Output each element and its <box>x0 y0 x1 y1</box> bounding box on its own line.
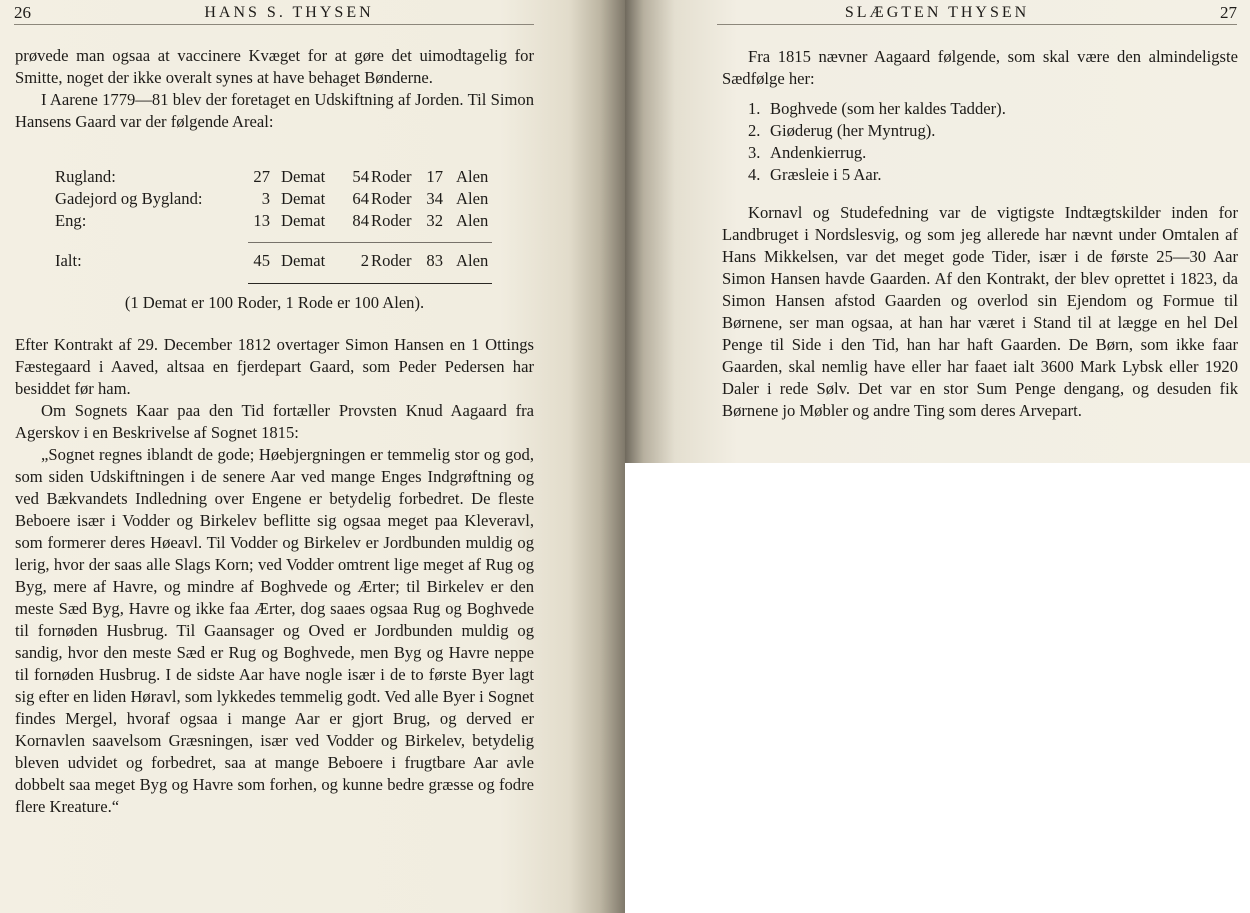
blank-scan-area <box>625 463 1250 913</box>
area-total-name: Ialt: <box>55 251 82 270</box>
paragraph-quotation: „Sognet regnes iblandt de gode; Høebjergningen er temmelig stor og god, som siden Udskiftningen i de senere Aar ved mange Enges Indgrøftning og ved Bækvandets Indledning over Engene er betydelig forbedret. De fleste Beboere især i Vodder og Birkelev beflitte sig ogsaa meget paa Kleveravl, som formerer deres Høeavl. Til Vodder og Birkelev er Jordbunden muldig og lerig, hvor der saas alle Slags Korn; ved Vodder omtrent lige meget af Rug og Byg, mere af Havre, og mindre af Boghvede og Ærter; til Birkelev er den meste Sæd Byg, Havre og ikke faa Ærter, dog saaes ogsaa Rug og Boghvede til fornøden Husbrug. Til Gaansager og Oved er Jordbunden muldig og sandig, hvor den meste Sæd er Rug og Boghvede, men Byg og Havre neppe til fornøden Husbrug. I de sidste Aar have nogle især i de to første Byer lagt sig efter en liden Høravl, som lykkedes temmelig godt. Ved alle Byer i Sognet findes Mergel, hvoraf ogsaa i mange Aar er gjort Brug, og derved er Kornavlen saavelsom Græsningen, især ved Vodder og Birkelev, betydelig bleven udvidet og forbedret, saa at mange Beboere i frugtbare Aar avle dobbelt saa meget Byg og Havre som forhen, og kunne bedre græsse og fodre flere Kreature.“ <box>15 445 534 816</box>
left-page-number: 26 <box>14 3 31 22</box>
list-item-text: Andenkierrug. <box>770 143 867 162</box>
area-total-row <box>55 250 495 272</box>
area-roder-unit: Roder <box>371 167 412 186</box>
paragraph-vaccination: prøvede man ogsaa at vaccinere Kvæget for at gøre det uimodtagelig for Smitte, noget der ikke overalt synes at have behaget Bønderne. <box>15 46 534 87</box>
area-demat-unit: Demat <box>281 167 326 186</box>
area-unit-note: (1 Demat er 100 Roder, 1 Rode er 100 Alen). <box>124 293 425 312</box>
area-row-name: Eng: <box>55 211 87 230</box>
paragraph-saedfoelge-intro: Fra 1815 nævner Aagaard følgende, som skal være den almindeligste Sædfølge her: <box>722 47 1238 88</box>
list-item-number: 2. <box>748 121 761 140</box>
left-running-head <box>14 2 534 25</box>
left-running-title: HANS S. THYSEN <box>204 4 374 21</box>
area-roder-unit: Roder <box>371 251 412 270</box>
list-item-number: 4. <box>748 165 761 184</box>
area-demat-value: 13 <box>253 211 270 230</box>
area-row-name: Rugland: <box>55 167 116 186</box>
area-row-rugland <box>55 166 495 188</box>
area-roder-value: 54 <box>352 167 369 186</box>
paragraph-udskiftning: I Aarene 1779—81 blev der foretaget en Udskiftning af Jorden. Til Simon Hansens Gaard var der følgende Areal: <box>15 90 534 131</box>
left-main-text <box>15 334 534 818</box>
list-item-text: Boghvede (som her kaldes Tadder). <box>770 99 1006 118</box>
list-item-number: 3. <box>748 143 761 162</box>
area-alen-unit: Alen <box>456 189 489 208</box>
area-total-roder: 2 <box>360 251 369 270</box>
right-running-head <box>717 2 1237 25</box>
area-alen-unit: Alen <box>456 251 489 270</box>
right-page-number: 27 <box>1220 3 1237 22</box>
list-item <box>722 120 1238 142</box>
area-table <box>55 166 495 232</box>
left-opening-text <box>15 45 534 133</box>
list-item-text: Giøderug (her Myntrug). <box>770 121 936 140</box>
area-roder-unit: Roder <box>371 211 412 230</box>
area-sum-rule <box>248 242 492 243</box>
area-alen-value: 34 <box>426 189 443 208</box>
area-roder-value: 84 <box>352 211 369 230</box>
area-alen-unit: Alen <box>456 211 489 230</box>
area-total-underline <box>248 283 492 284</box>
area-total-alen: 83 <box>426 251 443 270</box>
right-main-text <box>722 46 1238 422</box>
right-book-page <box>625 0 1250 463</box>
area-roder-unit: Roder <box>371 189 412 208</box>
list-item-text: Græsleie i 5 Aar. <box>770 165 882 184</box>
paragraph-sognets-kaar: Om Sognets Kaar paa den Tid fortæller Provsten Knud Aagaard fra Agerskov i en Beskrivelse af Sognet 1815: <box>15 401 534 442</box>
paragraph-kornavl: Kornavl og Studefedning var de vigtigste Indtægtskilder inden for Landbruget i Nordslesvig, og som jeg allerede har nævnt under Omtalen af Hans Mikkelsen, var det meget gode Tider, især i de første 25—30 Aar Simon Hansen havde Gaarden. Af den Kontrakt, der blev oprettet i 1823, da Simon Hansen afstod Gaarden og overlod sin Ejendom og Formue til Børnene, ser man ogsaa, at han har været i Stand til at lægge en hel Del Penge til Side i den Tid, han har haft Gaarden. De Børn, som ikke faar Gaarden, skal nemlig have eller har faaet ialt 3600 Mark Lybsk eller 1920 Daler i rede Sølv. Det var en stor Sum Penge dengang, og desuden fik Børnene jo Møbler og andre Ting som deres Arvepart. <box>722 203 1238 420</box>
area-demat-value: 3 <box>261 189 270 208</box>
area-demat-unit: Demat <box>281 211 326 230</box>
area-demat-unit: Demat <box>281 251 326 270</box>
area-demat-value: 27 <box>253 167 270 186</box>
area-row-gadejord <box>55 188 495 210</box>
area-row-eng <box>55 210 495 232</box>
area-alen-unit: Alen <box>456 167 489 186</box>
list-item <box>722 164 1238 186</box>
area-row-name: Gadejord og Bygland: <box>55 189 203 208</box>
list-item <box>722 142 1238 164</box>
paragraph-kontrakt: Efter Kontrakt af 29. December 1812 overtager Simon Hansen en 1 Ottings Fæstegaard i Aaved, altsaa en fjerdepart Gaard, som Peder Pedersen har besiddet før ham. <box>15 335 534 398</box>
crop-rotation-list <box>722 98 1238 186</box>
area-alen-value: 17 <box>426 167 443 186</box>
right-running-title: SLÆGTEN THYSEN <box>844 4 1030 21</box>
area-row-ialt <box>55 250 495 272</box>
area-alen-value: 32 <box>426 211 443 230</box>
area-demat-unit: Demat <box>281 189 326 208</box>
list-item <box>722 98 1238 120</box>
area-roder-value: 64 <box>352 189 369 208</box>
list-item-number: 1. <box>748 99 761 118</box>
area-total-demat: 45 <box>253 251 270 270</box>
